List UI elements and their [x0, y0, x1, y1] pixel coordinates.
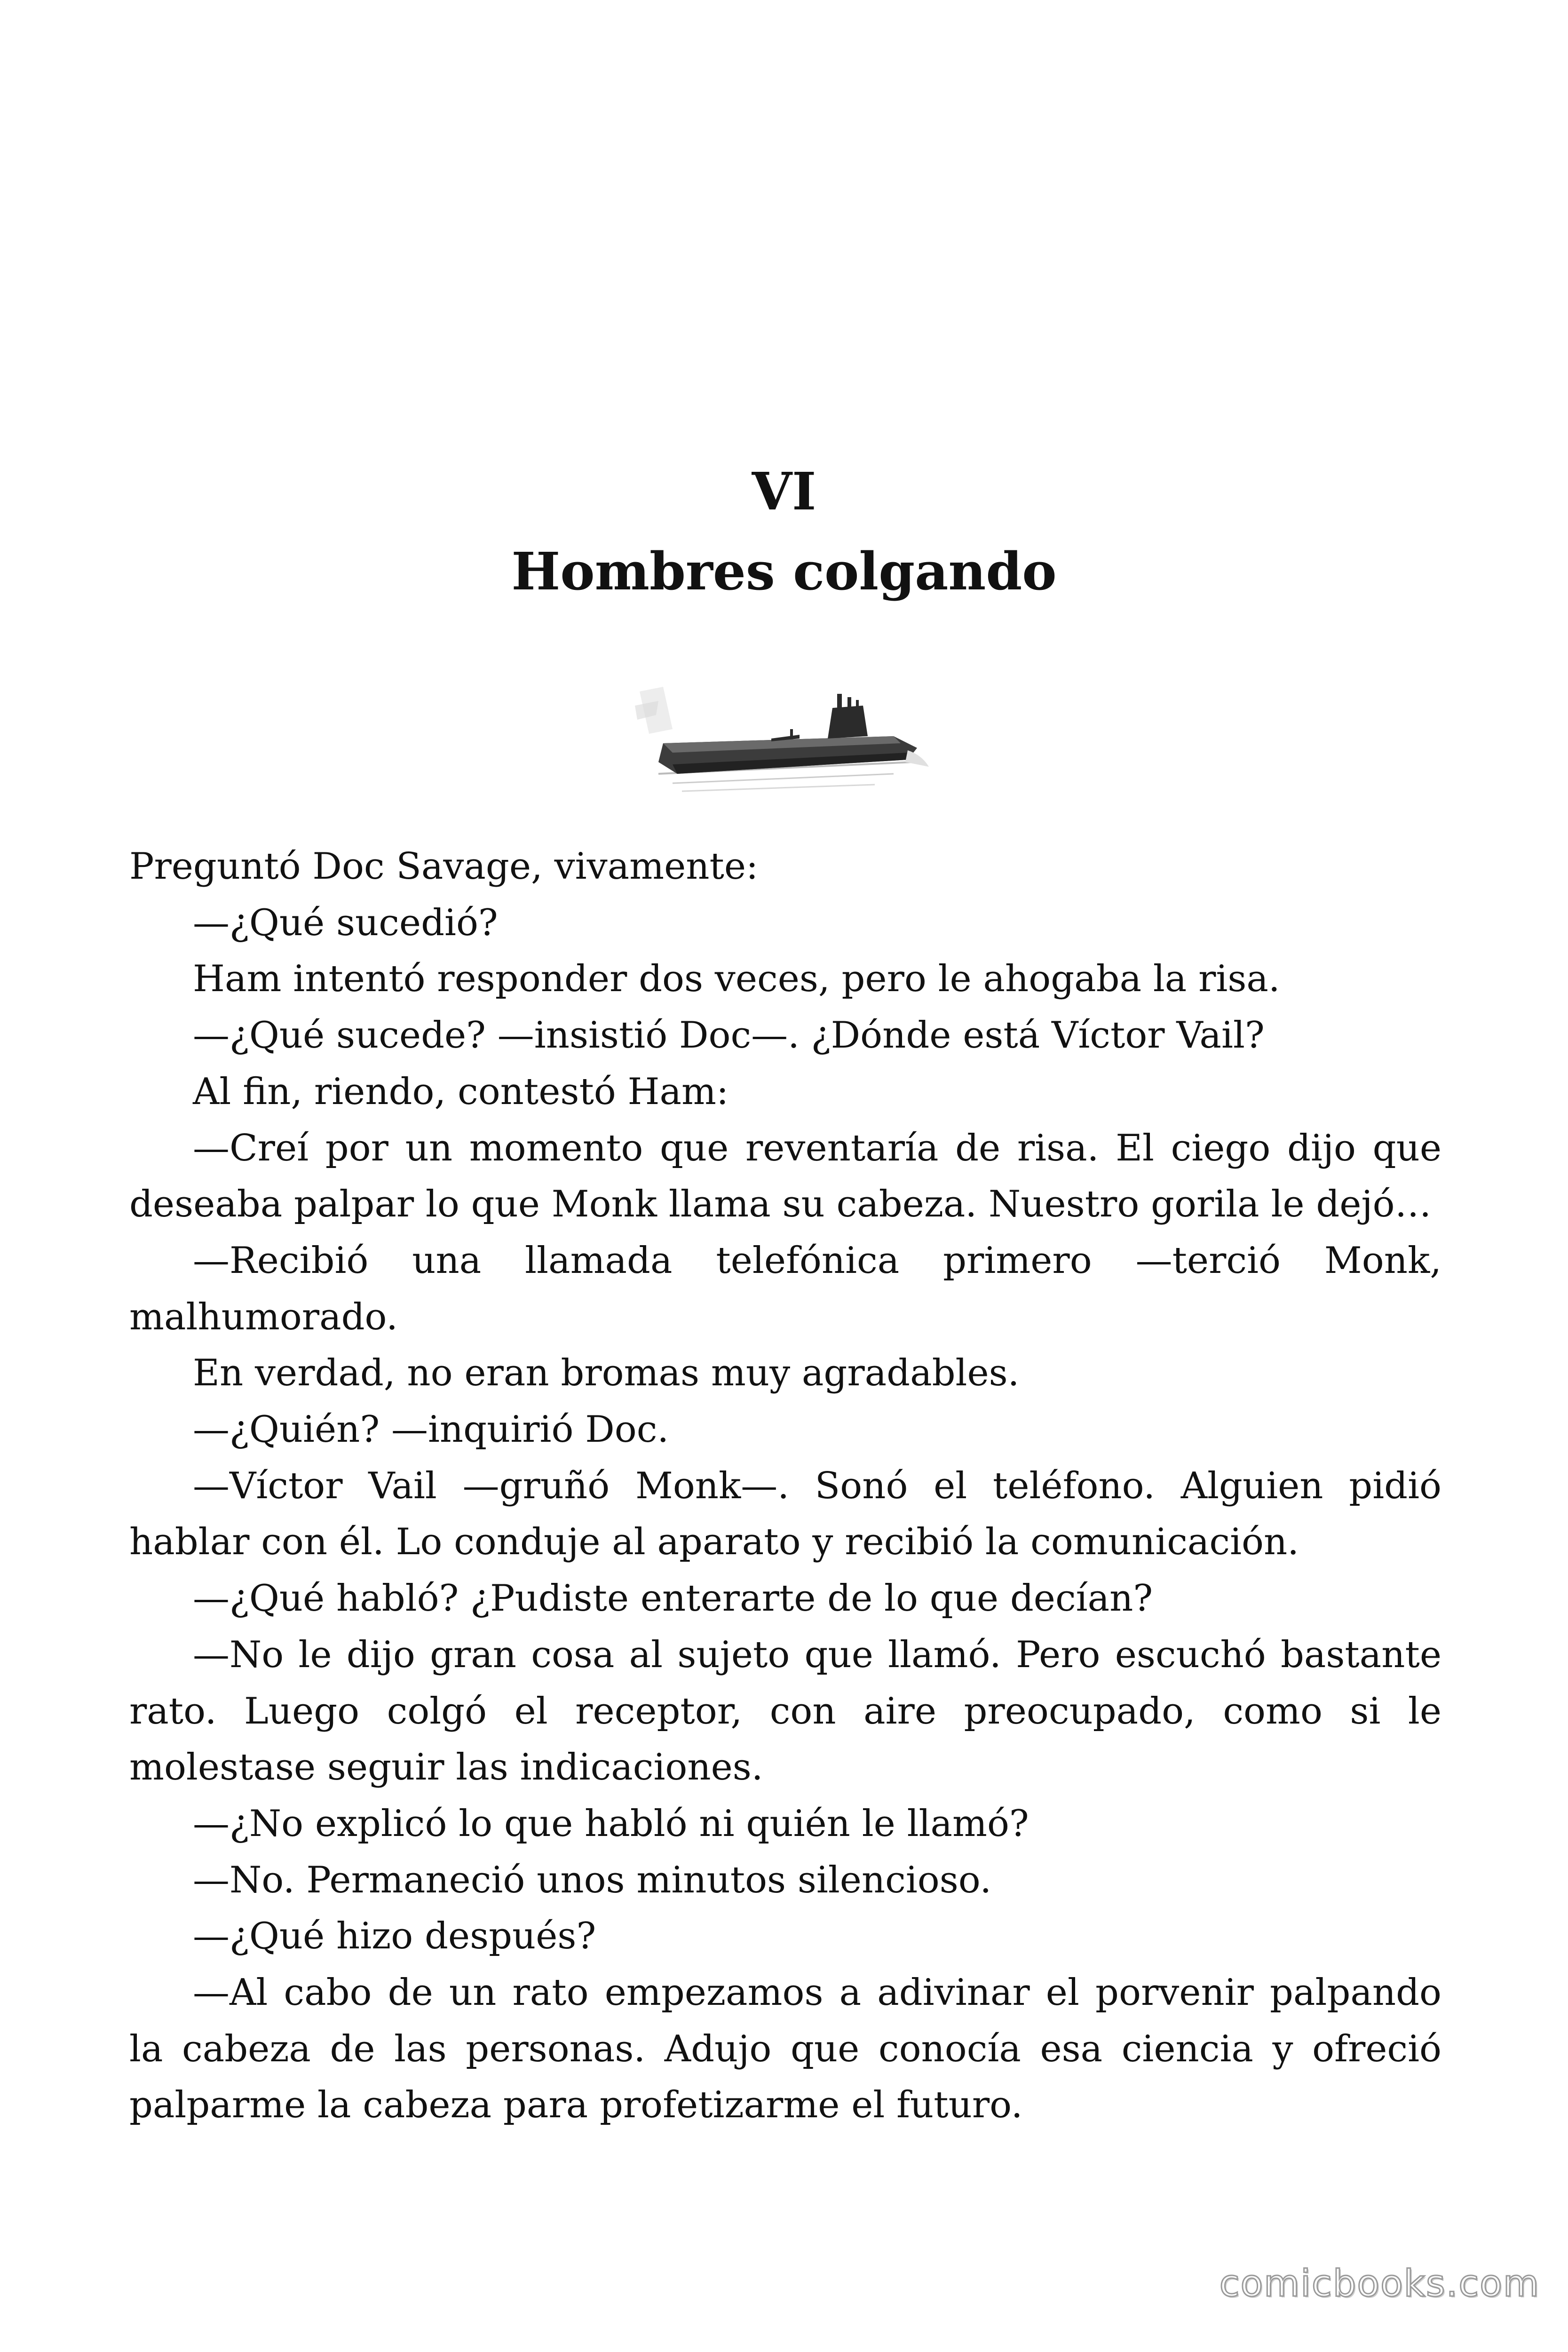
- chapter-title: Hombres colgando: [511, 541, 1057, 602]
- paragraph-6: —Creí por un momento que reventaría de risa. El ciego dijo que deseaba palpar lo que Monk llama su cabeza. Nuestro gorila le dejó…: [129, 1127, 1441, 1226]
- chapter-body: [129, 839, 1441, 2134]
- paragraph-11: —¿Qué habló? ¿Pudiste enterarte de lo que decían?: [193, 1577, 1153, 1620]
- paragraph-5: Al fin, riendo, contestó Ham:: [193, 1070, 729, 1113]
- paragraph-13: —¿No explicó lo que habló ni quién le llamó?: [193, 1802, 1029, 1845]
- paragraph-9: —¿Quién? —inquirió Doc.: [193, 1408, 669, 1451]
- watermark: comicbooks.com: [1219, 2263, 1540, 2305]
- paragraph-7: —Recibió una llamada telefónica primero —terció Monk, malhumorado.: [129, 1239, 1441, 1338]
- paragraph-2: —¿Qué sucedió?: [193, 901, 498, 944]
- paragraph-15: —¿Qué hizo después?: [193, 1915, 596, 1958]
- submarine-icon: [630, 673, 931, 804]
- paragraph-1: Preguntó Doc Savage, vivamente:: [129, 845, 759, 888]
- paragraph-16: —Al cabo de un rato empezamos a adivinar el porvenir palpando la cabeza de las personas. Adujo que conocía esa ciencia y ofreció palparme la cabeza para profetizarme el futuro.: [129, 1971, 1441, 2127]
- paragraph-10: —Víctor Vail —gruñó Monk—. Sonó el teléfono. Alguien pidió hablar con él. Lo conduje al aparato y recibió la comunicación.: [129, 1464, 1441, 1564]
- paragraph-14: —No. Permaneció unos minutos silencioso.: [193, 1859, 992, 1901]
- paragraph-3: Ham intentó responder dos veces, pero le ahogaba la risa.: [193, 958, 1280, 1001]
- paragraph-8: En verdad, no eran bromas muy agradables.: [193, 1352, 1020, 1395]
- chapter-number: VI: [752, 461, 816, 522]
- paragraph-12: —No le dijo gran cosa al sujeto que llamó. Pero escuchó bastante rato. Luego colgó el receptor, con aire preocupado, como si le molestase seguir las indicaciones.: [129, 1633, 1441, 1789]
- paragraph-4: —¿Qué sucede? —insistió Doc—. ¿Dónde está Víctor Vail?: [193, 1014, 1265, 1057]
